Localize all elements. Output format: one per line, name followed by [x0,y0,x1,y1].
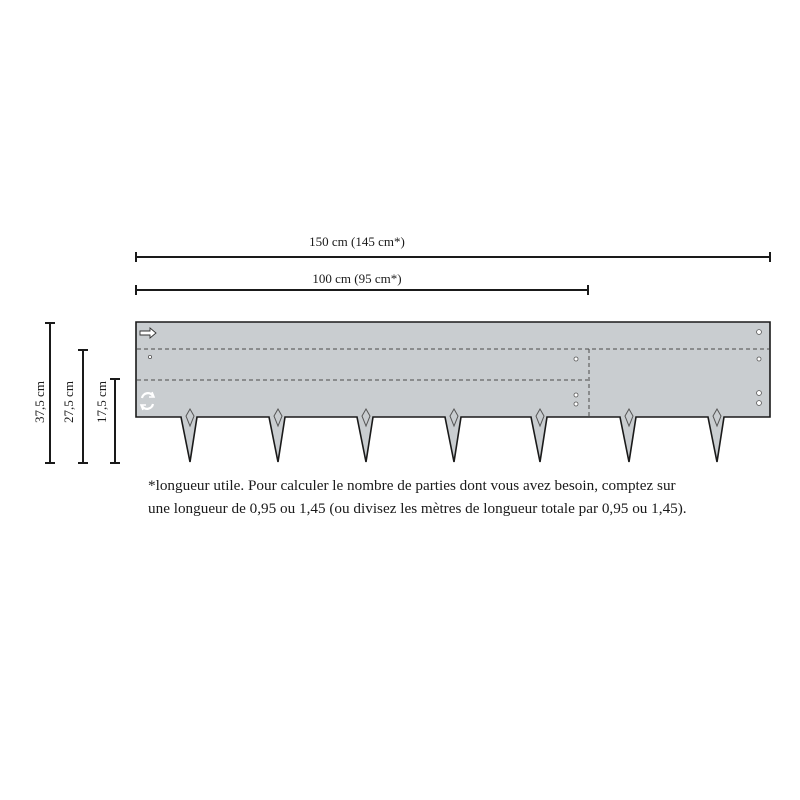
dimension-label-150cm: 150 cm (145 cm*) [309,234,405,249]
edging-panel [136,322,770,462]
dimension-label-100cm: 100 cm (95 cm*) [312,271,402,286]
dimension-37-5cm [32,323,55,463]
dimension-17-5cm [94,379,120,463]
mounting-hole [757,391,762,396]
mounting-hole [574,357,578,361]
footnote-line-1: *longueur utile. Pour calculer le nombre de parties dont vous avez besoin, comptez sur [148,477,676,494]
dimension-label-17-5cm: 17,5 cm [94,381,109,423]
dimension-label-37-5cm: 37,5 cm [32,381,47,423]
dimension-27-5cm [61,350,88,463]
dimension-100cm [136,271,588,295]
dimension-150cm [136,234,770,262]
dimension-label-27-5cm: 27,5 cm [61,381,76,423]
mounting-hole [574,402,578,406]
mounting-hole [574,393,578,397]
mounting-hole [757,330,762,335]
mounting-hole [757,401,762,406]
mounting-hole [757,357,761,361]
footnote-line-2: une longueur de 0,95 ou 1,45 (ou divisez les mètres de longueur totale par 0,95 ou 1,45). [148,500,687,517]
mounting-hole [148,355,151,358]
footnote [148,474,788,520]
